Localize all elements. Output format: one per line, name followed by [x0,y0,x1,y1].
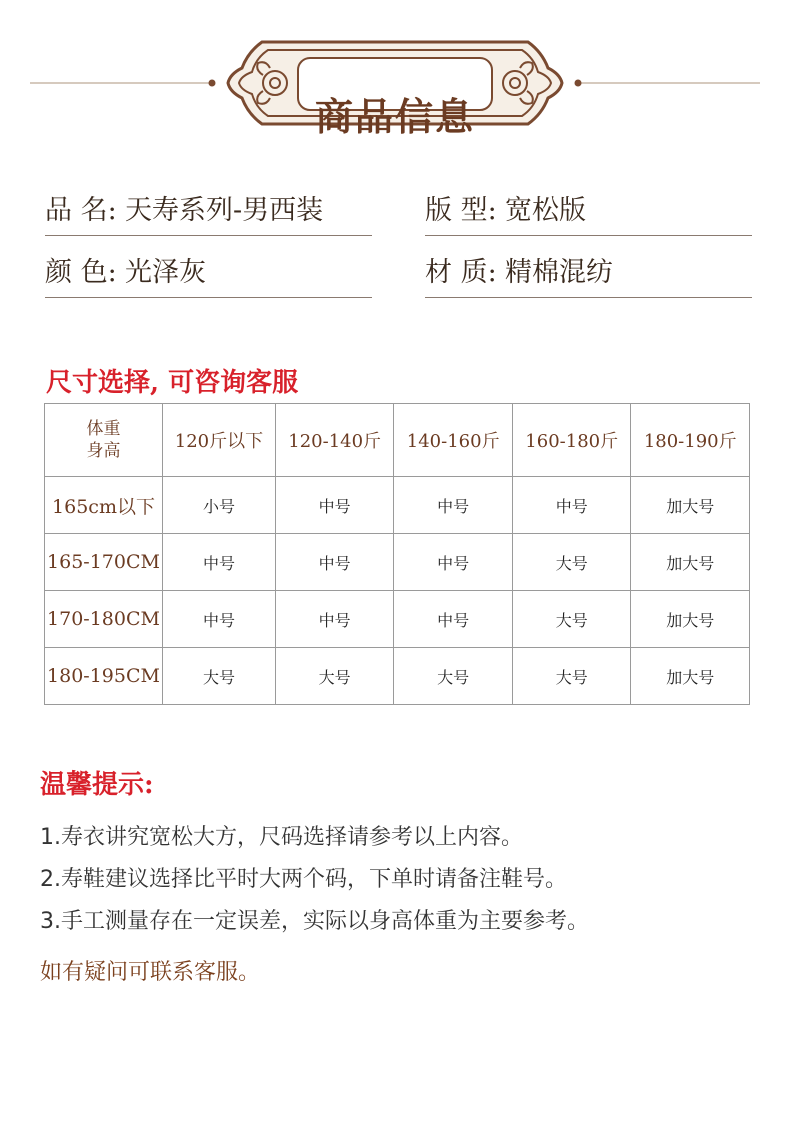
weight-header: 140-160斤 [394,404,513,477]
info-row-material [425,240,752,298]
fit-value: 宽松版 [505,195,586,226]
table-row [45,591,750,648]
material-label: 材 质: [425,257,497,288]
size-cell: 中号 [512,477,631,534]
corner-cell [45,404,163,477]
size-section-title: 尺寸选择, 可咨询客服 [46,368,299,398]
size-cell: 加大号 [631,591,750,648]
size-cell: 大号 [394,648,513,705]
size-table [44,403,750,705]
name-label: 品 名: [45,195,117,226]
size-cell: 大号 [512,648,631,705]
contact-note: 如有疑问可联系客服。 [40,960,261,985]
size-cell: 中号 [275,591,394,648]
info-row-fit [425,178,752,236]
height-header: 170-180CM [45,591,163,648]
weight-header: 120-140斤 [275,404,394,477]
weight-header: 160-180斤 [512,404,631,477]
weight-axis-label: 体重 [86,419,121,439]
size-cell: 加大号 [631,534,750,591]
size-cell: 大号 [275,648,394,705]
header-banner [0,30,790,140]
size-table-header-row [45,404,750,477]
height-header: 165cm以下 [45,477,163,534]
table-row [45,534,750,591]
table-row [45,648,750,705]
size-cell: 大号 [512,534,631,591]
size-cell: 中号 [275,534,394,591]
size-cell: 加大号 [631,477,750,534]
height-header: 165-170CM [45,534,163,591]
tip-item: 2.寿鞋建议选择比平时大两个码，下单时请备注鞋号。 [40,867,567,892]
height-header: 180-195CM [45,648,163,705]
banner-title: 商品信息 [314,94,475,139]
info-row-color [45,240,372,298]
tip-item: 3.手工测量存在一定误差，实际以身高体重为主要参考。 [40,909,589,934]
height-axis-label: 身高 [86,441,121,461]
fit-label: 版 型: [425,195,497,226]
material-value: 精棉混纺 [505,257,613,288]
size-cell: 小号 [163,477,276,534]
info-row-name [45,178,372,236]
size-cell: 加大号 [631,648,750,705]
tips-title: 温馨提示: [40,770,154,800]
size-cell: 中号 [163,591,276,648]
size-cell: 中号 [394,591,513,648]
weight-header: 180-190斤 [631,404,750,477]
size-cell: 中号 [275,477,394,534]
size-cell: 中号 [394,534,513,591]
size-cell: 大号 [512,591,631,648]
size-cell: 中号 [394,477,513,534]
weight-header: 120斤以下 [163,404,276,477]
name-value: 天寿系列-男西装 [125,195,324,226]
size-cell: 大号 [163,648,276,705]
table-row [45,477,750,534]
color-label: 颜 色: [45,257,117,288]
tip-item: 1.寿衣讲究宽松大方，尺码选择请参考以上内容。 [40,825,523,850]
size-cell: 中号 [163,534,276,591]
color-value: 光泽灰 [125,257,206,288]
